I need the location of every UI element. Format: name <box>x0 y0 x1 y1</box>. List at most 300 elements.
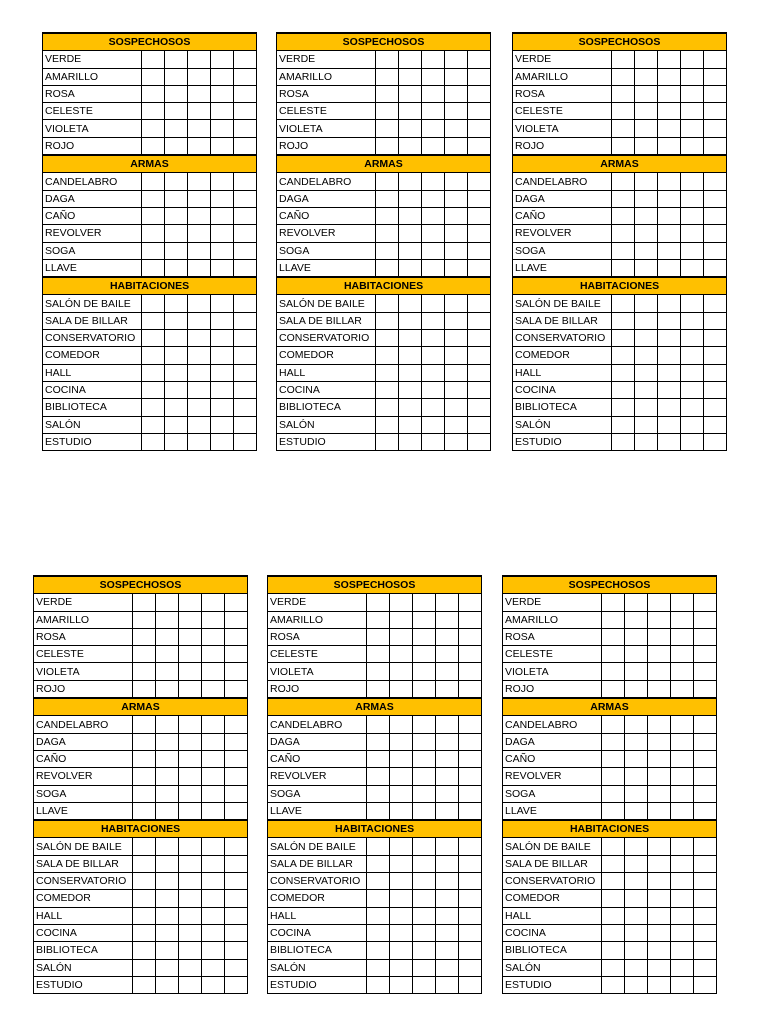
mark-cell[interactable] <box>625 838 648 855</box>
mark-cell[interactable] <box>234 295 257 312</box>
mark-cell[interactable] <box>625 750 648 767</box>
mark-cell[interactable] <box>648 663 671 680</box>
mark-cell[interactable] <box>658 225 681 242</box>
mark-cell[interactable] <box>188 364 211 381</box>
mark-cell[interactable] <box>648 976 671 993</box>
mark-cell[interactable] <box>165 137 188 155</box>
mark-cell[interactable] <box>704 225 727 242</box>
mark-cell[interactable] <box>179 907 202 924</box>
mark-cell[interactable] <box>612 259 635 277</box>
mark-cell[interactable] <box>681 433 704 450</box>
mark-cell[interactable] <box>225 750 248 767</box>
mark-cell[interactable] <box>648 594 671 611</box>
mark-cell[interactable] <box>156 855 179 872</box>
mark-cell[interactable] <box>612 85 635 102</box>
mark-cell[interactable] <box>468 242 491 259</box>
mark-cell[interactable] <box>142 347 165 364</box>
mark-cell[interactable] <box>694 594 717 611</box>
mark-cell[interactable] <box>156 733 179 750</box>
mark-cell[interactable] <box>202 750 225 767</box>
mark-cell[interactable] <box>681 190 704 207</box>
mark-cell[interactable] <box>142 259 165 277</box>
mark-cell[interactable] <box>156 680 179 698</box>
mark-cell[interactable] <box>468 399 491 416</box>
mark-cell[interactable] <box>602 976 625 993</box>
mark-cell[interactable] <box>704 120 727 137</box>
mark-cell[interactable] <box>133 838 156 855</box>
mark-cell[interactable] <box>648 733 671 750</box>
mark-cell[interactable] <box>390 924 413 941</box>
mark-cell[interactable] <box>694 890 717 907</box>
mark-cell[interactable] <box>612 68 635 85</box>
mark-cell[interactable] <box>635 416 658 433</box>
mark-cell[interactable] <box>704 330 727 347</box>
mark-cell[interactable] <box>625 663 648 680</box>
mark-cell[interactable] <box>635 295 658 312</box>
mark-cell[interactable] <box>436 663 459 680</box>
mark-cell[interactable] <box>133 873 156 890</box>
mark-cell[interactable] <box>133 680 156 698</box>
mark-cell[interactable] <box>399 364 422 381</box>
mark-cell[interactable] <box>681 330 704 347</box>
mark-cell[interactable] <box>142 416 165 433</box>
mark-cell[interactable] <box>376 120 399 137</box>
mark-cell[interactable] <box>459 873 482 890</box>
mark-cell[interactable] <box>625 959 648 976</box>
mark-cell[interactable] <box>376 190 399 207</box>
mark-cell[interactable] <box>694 750 717 767</box>
mark-cell[interactable] <box>681 137 704 155</box>
mark-cell[interactable] <box>602 750 625 767</box>
mark-cell[interactable] <box>413 594 436 611</box>
mark-cell[interactable] <box>399 68 422 85</box>
mark-cell[interactable] <box>625 716 648 733</box>
mark-cell[interactable] <box>671 646 694 663</box>
mark-cell[interactable] <box>635 242 658 259</box>
mark-cell[interactable] <box>202 890 225 907</box>
mark-cell[interactable] <box>225 611 248 628</box>
mark-cell[interactable] <box>225 942 248 959</box>
mark-cell[interactable] <box>202 976 225 993</box>
mark-cell[interactable] <box>234 312 257 329</box>
mark-cell[interactable] <box>165 347 188 364</box>
mark-cell[interactable] <box>156 768 179 785</box>
mark-cell[interactable] <box>436 890 459 907</box>
mark-cell[interactable] <box>413 838 436 855</box>
mark-cell[interactable] <box>436 733 459 750</box>
mark-cell[interactable] <box>612 381 635 398</box>
mark-cell[interactable] <box>694 855 717 872</box>
mark-cell[interactable] <box>436 716 459 733</box>
mark-cell[interactable] <box>413 873 436 890</box>
mark-cell[interactable] <box>142 312 165 329</box>
mark-cell[interactable] <box>681 85 704 102</box>
mark-cell[interactable] <box>468 381 491 398</box>
mark-cell[interactable] <box>142 381 165 398</box>
mark-cell[interactable] <box>658 103 681 120</box>
mark-cell[interactable] <box>671 959 694 976</box>
mark-cell[interactable] <box>602 785 625 802</box>
mark-cell[interactable] <box>422 85 445 102</box>
mark-cell[interactable] <box>445 364 468 381</box>
mark-cell[interactable] <box>635 137 658 155</box>
mark-cell[interactable] <box>367 733 390 750</box>
mark-cell[interactable] <box>165 381 188 398</box>
mark-cell[interactable] <box>625 873 648 890</box>
mark-cell[interactable] <box>390 663 413 680</box>
mark-cell[interactable] <box>413 959 436 976</box>
mark-cell[interactable] <box>658 68 681 85</box>
mark-cell[interactable] <box>142 207 165 224</box>
mark-cell[interactable] <box>602 768 625 785</box>
mark-cell[interactable] <box>445 330 468 347</box>
mark-cell[interactable] <box>413 855 436 872</box>
mark-cell[interactable] <box>211 416 234 433</box>
mark-cell[interactable] <box>681 103 704 120</box>
mark-cell[interactable] <box>399 190 422 207</box>
mark-cell[interactable] <box>376 225 399 242</box>
mark-cell[interactable] <box>436 855 459 872</box>
mark-cell[interactable] <box>234 85 257 102</box>
mark-cell[interactable] <box>367 750 390 767</box>
mark-cell[interactable] <box>142 85 165 102</box>
mark-cell[interactable] <box>225 890 248 907</box>
mark-cell[interactable] <box>694 873 717 890</box>
mark-cell[interactable] <box>188 433 211 450</box>
mark-cell[interactable] <box>658 207 681 224</box>
mark-cell[interactable] <box>459 959 482 976</box>
mark-cell[interactable] <box>367 646 390 663</box>
mark-cell[interactable] <box>390 768 413 785</box>
mark-cell[interactable] <box>422 399 445 416</box>
mark-cell[interactable] <box>468 207 491 224</box>
mark-cell[interactable] <box>156 976 179 993</box>
mark-cell[interactable] <box>658 190 681 207</box>
mark-cell[interactable] <box>399 173 422 190</box>
mark-cell[interactable] <box>142 399 165 416</box>
mark-cell[interactable] <box>376 51 399 68</box>
mark-cell[interactable] <box>694 646 717 663</box>
mark-cell[interactable] <box>602 890 625 907</box>
mark-cell[interactable] <box>179 838 202 855</box>
mark-cell[interactable] <box>635 259 658 277</box>
mark-cell[interactable] <box>612 295 635 312</box>
mark-cell[interactable] <box>445 347 468 364</box>
mark-cell[interactable] <box>390 680 413 698</box>
mark-cell[interactable] <box>694 942 717 959</box>
mark-cell[interactable] <box>459 750 482 767</box>
mark-cell[interactable] <box>635 85 658 102</box>
mark-cell[interactable] <box>188 51 211 68</box>
mark-cell[interactable] <box>648 680 671 698</box>
mark-cell[interactable] <box>658 364 681 381</box>
mark-cell[interactable] <box>602 924 625 941</box>
mark-cell[interactable] <box>625 976 648 993</box>
mark-cell[interactable] <box>422 364 445 381</box>
mark-cell[interactable] <box>459 594 482 611</box>
mark-cell[interactable] <box>156 873 179 890</box>
mark-cell[interactable] <box>202 628 225 645</box>
mark-cell[interactable] <box>625 855 648 872</box>
mark-cell[interactable] <box>681 225 704 242</box>
mark-cell[interactable] <box>612 51 635 68</box>
mark-cell[interactable] <box>211 207 234 224</box>
mark-cell[interactable] <box>658 381 681 398</box>
mark-cell[interactable] <box>188 68 211 85</box>
mark-cell[interactable] <box>142 137 165 155</box>
mark-cell[interactable] <box>165 399 188 416</box>
mark-cell[interactable] <box>459 680 482 698</box>
mark-cell[interactable] <box>165 433 188 450</box>
mark-cell[interactable] <box>376 207 399 224</box>
mark-cell[interactable] <box>179 959 202 976</box>
mark-cell[interactable] <box>658 85 681 102</box>
mark-cell[interactable] <box>459 890 482 907</box>
mark-cell[interactable] <box>202 873 225 890</box>
mark-cell[interactable] <box>413 750 436 767</box>
mark-cell[interactable] <box>671 716 694 733</box>
mark-cell[interactable] <box>165 173 188 190</box>
mark-cell[interactable] <box>367 628 390 645</box>
mark-cell[interactable] <box>459 611 482 628</box>
mark-cell[interactable] <box>399 51 422 68</box>
mark-cell[interactable] <box>202 733 225 750</box>
mark-cell[interactable] <box>436 785 459 802</box>
mark-cell[interactable] <box>376 68 399 85</box>
mark-cell[interactable] <box>459 733 482 750</box>
mark-cell[interactable] <box>413 890 436 907</box>
mark-cell[interactable] <box>436 768 459 785</box>
mark-cell[interactable] <box>671 873 694 890</box>
mark-cell[interactable] <box>133 890 156 907</box>
mark-cell[interactable] <box>648 768 671 785</box>
mark-cell[interactable] <box>156 802 179 820</box>
mark-cell[interactable] <box>671 802 694 820</box>
mark-cell[interactable] <box>179 628 202 645</box>
mark-cell[interactable] <box>704 190 727 207</box>
mark-cell[interactable] <box>234 103 257 120</box>
mark-cell[interactable] <box>658 295 681 312</box>
mark-cell[interactable] <box>225 716 248 733</box>
mark-cell[interactable] <box>681 364 704 381</box>
mark-cell[interactable] <box>681 381 704 398</box>
mark-cell[interactable] <box>704 103 727 120</box>
mark-cell[interactable] <box>202 716 225 733</box>
mark-cell[interactable] <box>234 433 257 450</box>
mark-cell[interactable] <box>188 207 211 224</box>
mark-cell[interactable] <box>422 295 445 312</box>
mark-cell[interactable] <box>211 120 234 137</box>
mark-cell[interactable] <box>165 295 188 312</box>
mark-cell[interactable] <box>133 733 156 750</box>
mark-cell[interactable] <box>602 942 625 959</box>
mark-cell[interactable] <box>367 959 390 976</box>
mark-cell[interactable] <box>376 347 399 364</box>
mark-cell[interactable] <box>445 85 468 102</box>
mark-cell[interactable] <box>179 976 202 993</box>
mark-cell[interactable] <box>211 330 234 347</box>
mark-cell[interactable] <box>635 399 658 416</box>
mark-cell[interactable] <box>681 68 704 85</box>
mark-cell[interactable] <box>225 907 248 924</box>
mark-cell[interactable] <box>202 680 225 698</box>
mark-cell[interactable] <box>658 330 681 347</box>
mark-cell[interactable] <box>671 924 694 941</box>
mark-cell[interactable] <box>602 907 625 924</box>
mark-cell[interactable] <box>390 959 413 976</box>
mark-cell[interactable] <box>468 68 491 85</box>
mark-cell[interactable] <box>390 611 413 628</box>
mark-cell[interactable] <box>422 225 445 242</box>
mark-cell[interactable] <box>459 855 482 872</box>
mark-cell[interactable] <box>211 137 234 155</box>
mark-cell[interactable] <box>188 103 211 120</box>
mark-cell[interactable] <box>188 242 211 259</box>
mark-cell[interactable] <box>390 890 413 907</box>
mark-cell[interactable] <box>188 416 211 433</box>
mark-cell[interactable] <box>142 103 165 120</box>
mark-cell[interactable] <box>694 663 717 680</box>
mark-cell[interactable] <box>211 381 234 398</box>
mark-cell[interactable] <box>179 750 202 767</box>
mark-cell[interactable] <box>165 207 188 224</box>
mark-cell[interactable] <box>671 750 694 767</box>
mark-cell[interactable] <box>445 225 468 242</box>
mark-cell[interactable] <box>602 594 625 611</box>
mark-cell[interactable] <box>225 924 248 941</box>
mark-cell[interactable] <box>399 312 422 329</box>
mark-cell[interactable] <box>142 433 165 450</box>
mark-cell[interactable] <box>413 768 436 785</box>
mark-cell[interactable] <box>225 594 248 611</box>
mark-cell[interactable] <box>390 750 413 767</box>
mark-cell[interactable] <box>704 347 727 364</box>
mark-cell[interactable] <box>225 855 248 872</box>
mark-cell[interactable] <box>704 312 727 329</box>
mark-cell[interactable] <box>179 855 202 872</box>
mark-cell[interactable] <box>211 312 234 329</box>
mark-cell[interactable] <box>234 416 257 433</box>
mark-cell[interactable] <box>413 611 436 628</box>
mark-cell[interactable] <box>188 85 211 102</box>
mark-cell[interactable] <box>436 907 459 924</box>
mark-cell[interactable] <box>376 433 399 450</box>
mark-cell[interactable] <box>625 733 648 750</box>
mark-cell[interactable] <box>165 416 188 433</box>
mark-cell[interactable] <box>188 399 211 416</box>
mark-cell[interactable] <box>671 838 694 855</box>
mark-cell[interactable] <box>225 768 248 785</box>
mark-cell[interactable] <box>234 364 257 381</box>
mark-cell[interactable] <box>188 120 211 137</box>
mark-cell[interactable] <box>436 942 459 959</box>
mark-cell[interactable] <box>399 433 422 450</box>
mark-cell[interactable] <box>671 785 694 802</box>
mark-cell[interactable] <box>459 802 482 820</box>
mark-cell[interactable] <box>602 663 625 680</box>
mark-cell[interactable] <box>390 802 413 820</box>
mark-cell[interactable] <box>165 51 188 68</box>
mark-cell[interactable] <box>399 103 422 120</box>
mark-cell[interactable] <box>658 312 681 329</box>
mark-cell[interactable] <box>202 611 225 628</box>
mark-cell[interactable] <box>399 85 422 102</box>
mark-cell[interactable] <box>188 347 211 364</box>
mark-cell[interactable] <box>399 242 422 259</box>
mark-cell[interactable] <box>681 312 704 329</box>
mark-cell[interactable] <box>133 855 156 872</box>
mark-cell[interactable] <box>211 399 234 416</box>
mark-cell[interactable] <box>436 628 459 645</box>
mark-cell[interactable] <box>445 399 468 416</box>
mark-cell[interactable] <box>635 381 658 398</box>
mark-cell[interactable] <box>612 207 635 224</box>
mark-cell[interactable] <box>422 433 445 450</box>
mark-cell[interactable] <box>211 51 234 68</box>
mark-cell[interactable] <box>133 768 156 785</box>
mark-cell[interactable] <box>625 802 648 820</box>
mark-cell[interactable] <box>202 594 225 611</box>
mark-cell[interactable] <box>445 51 468 68</box>
mark-cell[interactable] <box>399 330 422 347</box>
mark-cell[interactable] <box>681 259 704 277</box>
mark-cell[interactable] <box>399 207 422 224</box>
mark-cell[interactable] <box>142 51 165 68</box>
mark-cell[interactable] <box>635 103 658 120</box>
mark-cell[interactable] <box>671 628 694 645</box>
mark-cell[interactable] <box>225 873 248 890</box>
mark-cell[interactable] <box>399 259 422 277</box>
mark-cell[interactable] <box>694 768 717 785</box>
mark-cell[interactable] <box>694 907 717 924</box>
mark-cell[interactable] <box>202 959 225 976</box>
mark-cell[interactable] <box>399 295 422 312</box>
mark-cell[interactable] <box>648 873 671 890</box>
mark-cell[interactable] <box>635 207 658 224</box>
mark-cell[interactable] <box>422 259 445 277</box>
mark-cell[interactable] <box>445 312 468 329</box>
mark-cell[interactable] <box>142 68 165 85</box>
mark-cell[interactable] <box>445 295 468 312</box>
mark-cell[interactable] <box>445 137 468 155</box>
mark-cell[interactable] <box>367 768 390 785</box>
mark-cell[interactable] <box>211 190 234 207</box>
mark-cell[interactable] <box>367 924 390 941</box>
mark-cell[interactable] <box>681 347 704 364</box>
mark-cell[interactable] <box>142 173 165 190</box>
mark-cell[interactable] <box>211 173 234 190</box>
mark-cell[interactable] <box>234 330 257 347</box>
mark-cell[interactable] <box>704 399 727 416</box>
mark-cell[interactable] <box>671 907 694 924</box>
mark-cell[interactable] <box>612 347 635 364</box>
mark-cell[interactable] <box>156 716 179 733</box>
mark-cell[interactable] <box>156 785 179 802</box>
mark-cell[interactable] <box>376 312 399 329</box>
mark-cell[interactable] <box>459 663 482 680</box>
mark-cell[interactable] <box>445 190 468 207</box>
mark-cell[interactable] <box>671 594 694 611</box>
mark-cell[interactable] <box>422 120 445 137</box>
mark-cell[interactable] <box>468 312 491 329</box>
mark-cell[interactable] <box>165 225 188 242</box>
mark-cell[interactable] <box>133 611 156 628</box>
mark-cell[interactable] <box>468 120 491 137</box>
mark-cell[interactable] <box>142 330 165 347</box>
mark-cell[interactable] <box>234 381 257 398</box>
mark-cell[interactable] <box>602 611 625 628</box>
mark-cell[interactable] <box>188 259 211 277</box>
